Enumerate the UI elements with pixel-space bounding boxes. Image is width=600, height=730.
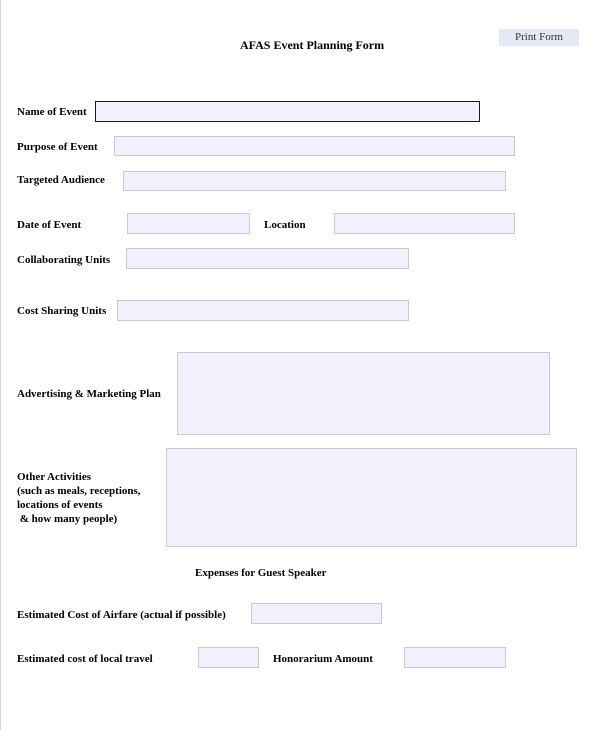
purpose-of-event-input[interactable]: [114, 136, 515, 156]
advertising-marketing-plan-textarea[interactable]: [177, 352, 550, 435]
targeted-audience-input[interactable]: [123, 171, 506, 191]
honorarium-input[interactable]: [404, 647, 506, 668]
airfare-label: Estimated Cost of Airfare (actual if possible): [17, 609, 226, 621]
airfare-input[interactable]: [251, 603, 382, 624]
collaborating-units-label: Collaborating Units: [17, 254, 111, 266]
collaborating-units-input[interactable]: [126, 248, 409, 269]
purpose-of-event-label: Purpose of Event: [17, 141, 98, 153]
other-activities-label: Other Activities (such as meals, receptions, locations of events & how many people): [17, 471, 141, 525]
local-travel-label: Estimated cost of local travel: [17, 653, 153, 665]
print-form-button[interactable]: Print Form: [499, 29, 579, 46]
form-title: AFAS Event Planning Form: [240, 38, 385, 52]
date-of-event-label: Date of Event: [17, 219, 82, 231]
advertising-marketing-plan-label: Advertising & Marketing Plan: [17, 388, 161, 400]
page-edge: [0, 0, 1, 730]
location-label: Location: [264, 219, 306, 231]
cost-sharing-units-label: Cost Sharing Units: [17, 305, 107, 317]
expenses-heading: Expenses for Guest Speaker: [195, 567, 327, 579]
date-of-event-input[interactable]: [127, 213, 250, 234]
other-activities-textarea[interactable]: [166, 448, 577, 547]
name-of-event-input[interactable]: [95, 101, 480, 122]
local-travel-input[interactable]: [198, 647, 259, 668]
location-input[interactable]: [334, 213, 515, 234]
cost-sharing-units-input[interactable]: [117, 300, 409, 321]
targeted-audience-label: Targeted Audience: [17, 174, 105, 186]
honorarium-label: Honorarium Amount: [273, 653, 373, 665]
name-of-event-label: Name of Event: [17, 106, 87, 118]
